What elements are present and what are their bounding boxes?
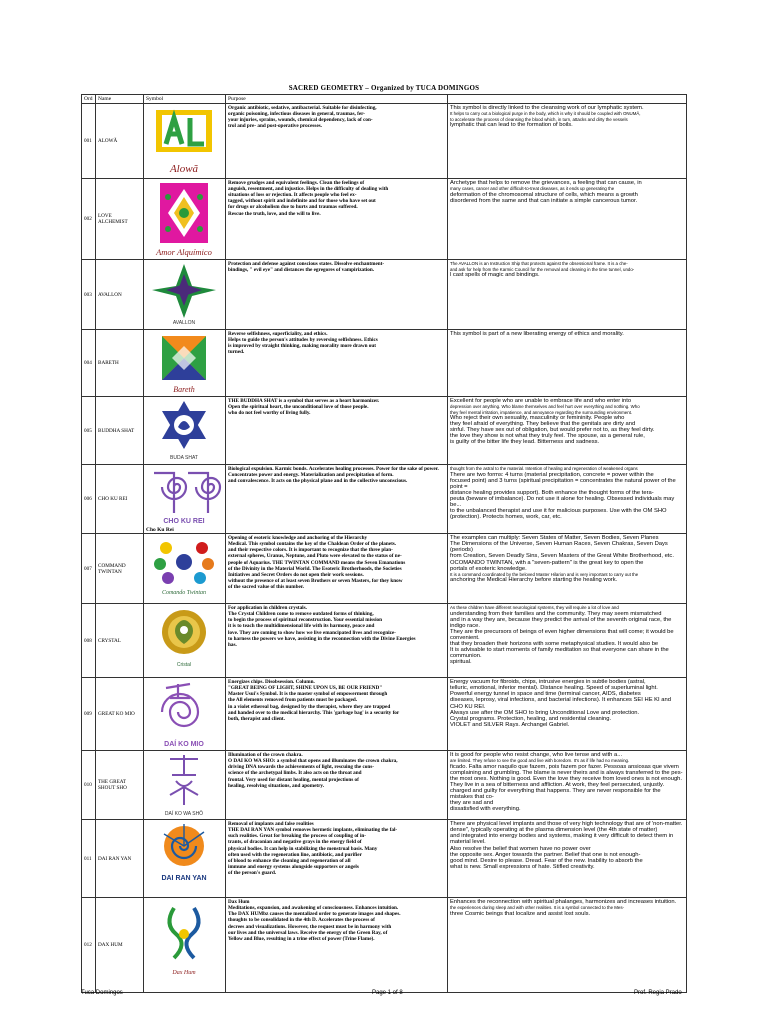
purpose-line: who do not feel worthy of living fully.	[228, 410, 311, 417]
purpose-line: Opening of esoteric knowledge and anchoring of the Hierarchy	[228, 535, 368, 542]
row-ord: 003	[82, 260, 96, 330]
row-name: LOVE ALCHEMIST	[96, 179, 144, 260]
purpose-line: The Crystal Children come to remove outdated forms of thinking,	[228, 611, 374, 618]
row-purpose	[226, 898, 448, 993]
row-name: DAX HUM	[96, 898, 144, 993]
purpose-line: science of the archetypal limbs. It also acts on the throat and	[228, 770, 362, 777]
row-notes	[448, 898, 687, 993]
note-line: OCOMANDO TWINTAN, with a "seven-pattern" is the great key to open the	[450, 559, 644, 566]
row-ord: 011	[82, 820, 96, 898]
purpose-line: of the Divinity in the Material World. The Esoteric Brotherhoods, the Societies	[228, 565, 402, 572]
row-notes	[448, 330, 687, 397]
row-name: AVALLON	[96, 260, 144, 330]
purpose-line: THE BUDDHA SHAT is a symbol that serves as a heart harmonizer.	[228, 398, 380, 405]
svg-text:DAÍ KO WA SHÔ: DAÍ KO WA SHÔ	[164, 811, 204, 818]
note-line: they feel afraid of everything. They believe that the genitals are dirty and	[450, 421, 636, 428]
row-name: GREAT KO MIO	[96, 678, 144, 751]
footer-left: Tuca Domingos	[81, 990, 123, 996]
row-notes	[448, 465, 687, 534]
row-purpose	[226, 397, 448, 465]
row-symbol	[144, 397, 226, 465]
note-line: There are physical level implants and those of very high technology that are of 'non-matter.	[450, 821, 683, 828]
purpose-line: Medical. This symbol contains the key of the Chaldean Order of the planets.	[228, 541, 397, 548]
note-line: charged and guilty for everything that happens. They are never responsible for the mistakes that co-	[450, 788, 661, 801]
note-line: Always use after the OM SHO to bring Unconditional Love and protection.	[450, 709, 640, 716]
note-line: They live in a sea of bitterness and affliction. At work, they feel persecuted, unjustly.	[450, 781, 665, 788]
note-line: Powerful energy tunnel in space and time (terminal cancer, AIDS, diabetes	[450, 691, 641, 698]
purpose-line: Energizes chips. Disobsession. Column.	[228, 679, 315, 686]
table-row	[82, 678, 687, 751]
svg-text:Comando Twintan: Comando Twintan	[161, 590, 207, 597]
footer-page-number: Page 1 of 8	[372, 990, 403, 996]
row-notes	[448, 397, 687, 465]
note-line: The examples can multiply: Seven States of Matter, Seven Bodies, Seven Planes	[450, 535, 659, 542]
note-line: It is a command coordinated by the beloved Master Hilarion and is very important to carry out the	[450, 571, 639, 577]
row-ord: 002	[82, 179, 96, 260]
purpose-line: Helps to guide the person's attitudes by reversing selfishness. Ethics	[228, 337, 378, 344]
row-name: THE GREAT SHOUT SHO	[96, 751, 144, 820]
row-symbol	[144, 534, 226, 604]
svg-text:Bareth: Bareth	[173, 385, 195, 395]
row-notes	[448, 104, 687, 179]
row-purpose	[226, 260, 448, 330]
table-row	[82, 397, 687, 465]
row-name: DAI RAN YAN	[96, 820, 144, 898]
note-line: many cases, cancer and other difficult-to-treat diseases, as it ends up generating the	[450, 186, 615, 192]
row-ord: 012	[82, 898, 96, 993]
row-symbol	[144, 465, 226, 534]
alowa-symbol-icon	[144, 104, 224, 178]
header-name: Name	[96, 95, 144, 104]
row-notes	[448, 534, 687, 604]
purpose-line: thoughts to be consolidated in the 4th D. Accelerates the process of	[228, 917, 375, 924]
row-purpose	[226, 820, 448, 898]
svg-text:Amor Alquímico: Amor Alquímico	[156, 247, 212, 258]
row-symbol	[144, 604, 226, 678]
purpose-line: Master Usui's Symbol. It is the master symbol of empowerment through	[228, 691, 388, 698]
note-line: ficado. Falta amor naquilo que fazem, pois fazem por fazer. Pessoas ansiosas que vivem	[450, 763, 679, 770]
note-line: It helps to carry out a biological purge in the body, which is why it should be coupled with ONUMÃ,	[450, 111, 641, 117]
command-twintan-symbol-icon	[144, 534, 224, 598]
note-line: portals of esoteric knowledge.	[450, 565, 527, 572]
purpose-line: tagged, without spirit and indefinite and for those who have set out	[228, 198, 376, 205]
note-line: understanding from their families and the community. They may seem mismatched	[450, 610, 662, 617]
note-line: material level.	[450, 839, 486, 846]
table-row	[82, 104, 687, 179]
purpose-line: organic poisoning, infectious diseases in general, traumas, fer-	[228, 111, 365, 118]
table-row	[82, 330, 687, 397]
great-shout-sho-symbol-icon	[144, 751, 224, 819]
crystal-symbol-icon	[144, 604, 224, 670]
table-row	[82, 179, 687, 260]
purpose-line: situations of loss or rejection. It affects people who feel ex-	[228, 192, 357, 199]
row-purpose	[226, 104, 448, 179]
purpose-line: of the person's guard.	[228, 869, 277, 876]
avallon-symbol-icon	[144, 260, 224, 326]
cho-ku-rei-symbol-icon	[144, 465, 224, 527]
svg-text:Dax Hum: Dax Hum	[172, 970, 196, 977]
note-line: sinful. They have sex out of obligation, but would prefer not to, as they feel dirty.	[450, 427, 655, 434]
row-symbol	[144, 678, 226, 751]
row-name: BUDDHA SHAT	[96, 397, 144, 465]
row-name: ALOWÃ	[96, 104, 144, 179]
purpose-line: is improved by straight thinking, making morality more drawn out	[228, 343, 376, 350]
purpose-line: For application in children crystals.	[228, 605, 307, 612]
svg-text:Cristal: Cristal	[176, 662, 192, 669]
note-line: focused point) and 3 turns (spiritual precipitation = concentrates the natural power of the point =	[450, 477, 676, 490]
note-line: dissatisfied with everything.	[450, 806, 521, 813]
note-line: l cast spells of magic and bindings.	[450, 271, 540, 278]
svg-text:AVALLON: AVALLON	[172, 320, 196, 327]
svg-text:CHO KU REI: CHO KU REI	[163, 518, 205, 526]
purpose-line: the All elements removed from patients must be packaged.	[228, 697, 358, 704]
purpose-line: bindings, " evil eye" and distances the egregores of vampirization.	[228, 267, 375, 274]
note-line: the love they show is not what they truly feel. The spouse, as a general rule,	[450, 433, 645, 440]
note-line: complaining and grumbling. The blame is never theirs and is always transferred to the pes-	[450, 769, 683, 776]
row-notes	[448, 820, 687, 898]
note-line: Excellent for people who are unable to embrace life and who enter into	[450, 398, 632, 405]
purpose-line: frontal. Very used for distant healing, mental projections of	[228, 776, 359, 783]
row-purpose	[226, 534, 448, 604]
purpose-line: our lives and the universal laws. Receive the energy of the Green Ray, of	[228, 929, 388, 936]
note-line: good mind. Desire to please. Dread. Fear of the new. Inability to absorb the	[450, 857, 643, 864]
note-line: The Dimensions of the Universe, Seven Human Races, Seven Chakras, Seven Days (periods)	[450, 541, 668, 554]
note-line: diseases, leprosy, viral infections, and bacterial infections). It enhances SEI HE KI and CHO KU REI.	[450, 697, 671, 710]
note-line: they feel mental irritation, impatience, and annoyance regarding the surrounding environment.	[450, 409, 633, 415]
row-purpose	[226, 465, 448, 534]
note-line: the most ones. Nothing is good. Even the love they receive from loved ones is not enough.	[450, 775, 683, 782]
purpose-line: people of Aquarius. THE TWINTAN COMMAND means the Seven Emanations	[228, 559, 406, 566]
purpose-line: physical bodies. It can help in stabilizing the menstrual basis. Many	[228, 845, 378, 852]
row-ord: 007	[82, 534, 96, 604]
purpose-line: THE DAI RAN YAN symbol removes hermetic implants, eliminating the fal-	[228, 827, 398, 834]
note-line: Archetype that helps to remove the grievances, a feeling that can cause, in	[450, 180, 642, 187]
purpose-line: of blood to enhance the cleaning and regeneration of all	[228, 857, 351, 864]
purpose-line: decrees and visualizations. However, the request must be in harmony with	[228, 923, 392, 930]
purpose-line: anguish, resentment, and injustice. Helps in the difficulty of dealing with	[228, 186, 389, 193]
row-symbol	[144, 898, 226, 993]
dai-ran-yan-symbol-icon	[144, 820, 224, 884]
note-line: (protection). Protects homes, work, car, etc.	[450, 514, 562, 521]
purpose-line: "GREAT BEING OF LIGHT, SHINE UPON US, BE OUR FRIEND"	[228, 685, 383, 692]
table-row	[82, 534, 687, 604]
purpose-line: Protection and defense against conscious states. Dissolve enchantment-	[228, 261, 385, 268]
note-line: This symbol is part of a new liberating energy of ethics and morality.	[450, 331, 624, 338]
row-symbol	[144, 179, 226, 260]
purpose-line: Organic antibiotic, sedative, antibacterial. Suitable for disinfecting,	[228, 105, 377, 112]
purpose-line: Meditations, expansion, and awakening of consciousness. Enhances intuition.	[228, 905, 399, 912]
purpose-line: Removal of implants and false realities	[228, 821, 314, 828]
header-purpose: Purpose	[226, 95, 448, 104]
note-line: from Creation, Seven Deadly Sins, Seven Masters of the Great White Brotherhood, etc.	[450, 553, 674, 560]
buddha-shat-symbol-icon	[144, 397, 224, 463]
note-line: There are two forms: 4 turns (material precipitation, concrete = power within the	[450, 471, 654, 478]
purpose-line: The DAX HUMbz causes the mentalized order to generate images and shapes.	[228, 911, 401, 918]
row-symbol	[144, 104, 226, 179]
note-line: distance healing provides support). Both enhance the thought forms of the tera-	[450, 489, 654, 496]
row-notes	[448, 179, 687, 260]
row-symbol	[144, 820, 226, 898]
purpose-line: for drugs or alcoholism due to hurts and traumas suffered.	[228, 204, 358, 211]
note-line: to accelerate the process of cleansing the blood which, in turn, attacks and dirty the vessels	[450, 116, 628, 122]
purpose-line: love. They are coming to show how we live emancipated lives and recognize-	[228, 629, 396, 636]
purpose-line: often used with the regeneration line, antibiotic, and purifier	[228, 851, 362, 858]
purpose-line: external spheres, Uranus, Neptune, and Pluto were elevated to the status of ne-	[228, 553, 402, 560]
purpose-line: Dax Hum	[228, 899, 250, 906]
purpose-line: healing, resolving situations, and apometry.	[228, 782, 325, 789]
table-row	[82, 260, 687, 330]
row-notes	[448, 260, 687, 330]
row-purpose	[226, 751, 448, 820]
note-line: spiritual.	[450, 659, 472, 666]
svg-text:Alowã: Alowã	[169, 163, 199, 176]
note-line: is guilty of the bitter life they lead. Bitterness and sadness.	[450, 439, 600, 446]
table-row	[82, 465, 687, 534]
svg-text:DAÍ KO MIO: DAÍ KO MIO	[164, 741, 204, 749]
purpose-line: and convalescence. It acts on the physical plane and in the collective unconscious.	[228, 478, 408, 485]
header-extra	[448, 95, 687, 104]
purpose-line: of the sacred value of this number.	[228, 583, 304, 590]
note-line: Also resolve the belief that women have no power over	[450, 845, 591, 852]
row-ord: 008	[82, 604, 96, 678]
purpose-line: has.	[228, 641, 237, 648]
row-ord: 005	[82, 397, 96, 465]
dax-hum-symbol-icon	[144, 898, 224, 978]
row-name: CHO KU REI	[96, 465, 144, 534]
purpose-line: driving DNA towards the achievements of light, rescuing the cons-	[228, 764, 375, 771]
row-symbol	[144, 330, 226, 397]
purpose-line: Open the spiritual heart, the unconditional love of those people.	[228, 404, 369, 411]
love-alchemist-symbol-icon	[144, 179, 224, 259]
note-line: what is new. Small expressions of hate. Stifled creativity.	[450, 863, 595, 870]
row-name: BARETH	[96, 330, 144, 397]
purpose-line: both, therapist and client.	[228, 715, 285, 722]
row-name: COMMAND TWINTAN	[96, 534, 144, 604]
row-symbol	[144, 260, 226, 330]
note-line: and in a way they are, because they predict the arrival of the seventh original race, the indigo race.	[450, 616, 672, 629]
svg-text:DAI RAN YAN: DAI RAN YAN	[161, 875, 207, 883]
row-ord: 004	[82, 330, 96, 397]
svg-text:BUDA SHAT: BUDA SHAT	[170, 455, 198, 462]
note-line: and ask for help from the Karmic Council for the removal and cleaning in the time tunnel, undo-	[450, 266, 635, 272]
row-name: CRYSTAL	[96, 604, 144, 678]
purpose-line: trants, of draconian and negative grays in the energy field of	[228, 839, 362, 846]
note-line: Energy vacuum for fibroids, chips, intrusive energies in subtle bodies (astral,	[450, 679, 646, 686]
purpose-line: Biological expulsion. Karmic bonds. Accelerates healing processes. Power for the sake of power. Concentrates power and energy. Materialization and precipitation of form.	[228, 466, 439, 479]
note-line: that they broaden their horizons with some metaphysical studies. It would also be	[450, 641, 659, 648]
table-row	[82, 604, 687, 678]
header-symbol: Symbol	[144, 95, 226, 104]
note-line: the experiences during sleep and with other realities. It is a symbol connected to the Mes-	[450, 905, 625, 911]
note-line: peuta (beware of imbalance). Do not use it alone for healing. Obsessed individuals may be...	[450, 495, 675, 508]
purpose-line: Rescue the truth, love, and the will to live.	[228, 210, 321, 217]
row-ord: 006	[82, 465, 96, 534]
note-line: Who reject their own sexuality, masculinity or femininity. People who	[450, 415, 625, 421]
row-ord: 001	[82, 104, 96, 179]
note-line: the opposite sex. Anger towards the partner. Belief that one is not enough-	[450, 851, 641, 858]
row-symbol	[144, 751, 226, 820]
note-line: They are the precursors of beings of even higher dimensions that will come; it would be convenient.	[450, 628, 674, 641]
note-line: It is advisable to start moments of family meditation so that everyone can share in the communion.	[450, 647, 669, 660]
note-line: they are sad and	[450, 800, 494, 807]
symbols-table	[81, 94, 687, 993]
note-line: This symbol is directly linked to the cleansing work of our lymphatic system.	[450, 105, 644, 112]
row-purpose	[226, 678, 448, 751]
note-line: anchoring the Medical Hierarchy before starting the healing work.	[450, 577, 618, 584]
table-row	[82, 898, 687, 993]
header-ord: Ord	[82, 95, 96, 104]
row-ord: 010	[82, 751, 96, 820]
purpose-line: turned.	[228, 349, 245, 356]
purpose-line: Yellow and Blue, resulting in a trine effect of power (Trine Flame).	[228, 935, 375, 942]
note-line: It is good for people who resist change, who live tense and with a...	[450, 752, 623, 759]
row-purpose	[226, 330, 448, 397]
note-line: lymphatic that can lead to the formation of boils.	[450, 122, 573, 128]
purpose-line: such realities. Great for breaking the process of coupling of in-	[228, 833, 366, 840]
purpose-line: your injuries, sprains, wounds, chemical dependency, lack of con-	[228, 117, 373, 124]
purpose-line: Initiatives and Secret Orders do not open their work sessions.	[228, 571, 364, 578]
purpose-line: in a violet ethereal bag, designed by the therapist, where they are trapped	[228, 703, 391, 710]
note-line: and integrated into energy bodies and systems, making it very difficult to detect them in	[450, 833, 674, 840]
purpose-line: without the presence of at least seven Brothers or seven Masters, for they know	[228, 577, 403, 584]
purpose-line: O DAI KO WA SHO: a symbol that opens and illuminates the crown chakra,	[228, 758, 398, 765]
purpose-line: Illumination of the crown chakra.	[228, 752, 303, 759]
note-line: The AVALLON is an Instruction Ship that protects against the obsessional frame. It is a che-	[450, 261, 628, 267]
purpose-line: immune and energy systems alongside supporters or angels	[228, 863, 359, 870]
symbol-caption: Cho Ku Rei	[146, 527, 174, 534]
purpose-line: and handed over to the medical hierarchy. This 'garbage bag' is a security for	[228, 709, 400, 716]
note-line: disordered from the same and that can initiate a simple cancerous tumor.	[450, 197, 638, 204]
note-line: three Cosmic beings that localize and assist lost souls.	[450, 910, 591, 917]
document-title: SACRED GEOMETRY – Organized by TUCA DOMINGOS	[288, 84, 480, 92]
note-line: deformation of the chromosomal structure of cells, which means a growth	[450, 191, 638, 198]
note-line: thought from the astral to the material. Intention of healing and regeneration of weakened organs	[450, 466, 638, 472]
note-line: to the unbalanced therapist and use it for malicious purposes. Use with the OM SHO	[450, 508, 667, 515]
purpose-line: and their respective colors. It is important to recognize that the three plan-	[228, 547, 393, 554]
note-line: Enhances the reconnection with spiritual phalanges, harmonizes and increases intuition.	[450, 899, 677, 906]
row-notes	[448, 604, 687, 678]
row-ord: 009	[82, 678, 96, 751]
row-purpose	[226, 179, 448, 260]
note-line: dense", typically operating at the plasma dimension level (the 4th state of matter)	[450, 827, 658, 834]
table-header-row	[82, 95, 687, 104]
table-row	[82, 820, 687, 898]
note-line: depression over anything. Who blame themselves and feel hurt over everything and nothing. Who	[450, 404, 640, 410]
purpose-line: Remove grudges and equivalent feelings. Clean the feelings of	[228, 180, 365, 187]
note-line: As these children have different neurological systems, they will require a lot of love and	[450, 605, 619, 611]
great-ko-mio-symbol-icon	[144, 678, 224, 750]
note-line: are limited. They refuse to see the good and live with boredom. It's as if life had no meaning.	[450, 758, 630, 764]
footer-right: Prof. Regia Prado	[634, 990, 682, 996]
purpose-line: to harness the powers we have, assisting in the reconnection with the Divine Energies	[228, 635, 416, 642]
row-notes	[448, 678, 687, 751]
purpose-line: trol and pre- and post-operative processes.	[228, 123, 322, 130]
purpose-line: to begin the process of spiritual reconstruction. Your essential mission	[228, 617, 382, 624]
purpose-line: Reverse selfishness, superficiality, and ethics.	[228, 331, 328, 338]
purpose-line: it is to teach the multidimensional life with its harmony, peace and	[228, 623, 375, 630]
table-row	[82, 751, 687, 820]
row-notes	[448, 751, 687, 820]
bareth-symbol-icon	[144, 330, 224, 396]
note-line: Crystal programs. Protection, healing, and residential cleaning.	[450, 715, 612, 722]
row-purpose	[226, 604, 448, 678]
note-line: telluric, emotional, inferior mental). Distance healing. Speed of superluminal light.	[450, 685, 658, 692]
note-line: VIOLET and SILVER Rays. Archangel Gabriel.	[450, 721, 570, 728]
